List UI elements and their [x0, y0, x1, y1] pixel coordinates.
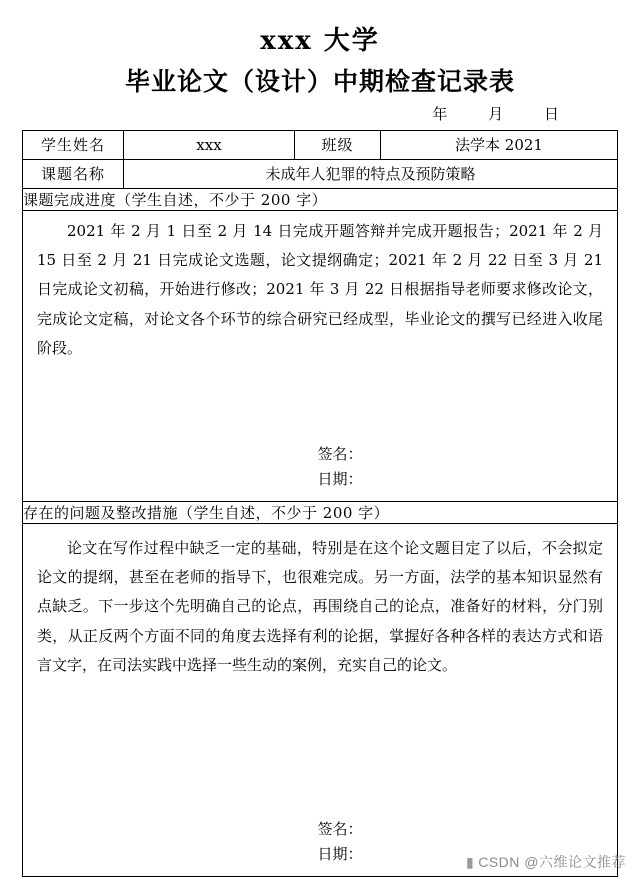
date-year-label: 年: [432, 104, 449, 123]
student-name-value: xxx: [124, 130, 295, 159]
topic-value: 未成年人犯罪的特点及预防策略: [124, 159, 618, 188]
date-month-label: 月: [488, 104, 505, 123]
date-day-label: 日: [543, 104, 560, 123]
progress-section-cell: [23, 210, 618, 501]
record-form-table: [22, 130, 618, 877]
table-row-problems-body: [23, 523, 618, 876]
csdn-logo-icon: ▮: [466, 854, 475, 870]
progress-section-body: 2021 年 2 月 1 日至 2 月 14 日完成开题答辩并完成开题报告；2021 年 2 月 15 日至 2 月 21 日完成论文选题，论文提纲确定；2021 年 2 月 22 日至 3 月 21 日完成论文初稿，开始进行修改；2021 年 3 月 22 日根据指导老师要求修改论文，完成论文定稿，对论文各个环节的综合研究已经成型，毕业论文的撰写已经进入收尾阶段。: [37, 221, 603, 357]
watermark: [466, 852, 626, 872]
problems-section-heading: 存在的问题及整改措施（学生自述，不少于 200 字）: [23, 501, 618, 523]
class-label: 班级: [295, 130, 381, 159]
table-row-topic: [23, 159, 618, 188]
progress-date-label: 日期：: [317, 470, 363, 489]
table-row-problems-heading: [23, 501, 618, 523]
class-value: 法学本 2021: [381, 130, 618, 159]
problems-date-label: 日期：: [317, 845, 363, 864]
student-name-label: 学生姓名: [23, 130, 124, 159]
topic-label: 课题名称: [23, 159, 124, 188]
progress-signature-block: [23, 442, 617, 501]
university-title: xxx 大学: [260, 26, 380, 56]
progress-section-body-wrap: [23, 211, 617, 367]
progress-signature-label: 签名：: [317, 444, 363, 463]
problems-section-body-wrap: [23, 524, 617, 684]
date-line: [22, 103, 618, 124]
problems-section-cell: [23, 523, 618, 876]
watermark-text: CSDN @六维论文推荐: [478, 854, 626, 870]
table-row-student-info: [23, 130, 618, 159]
progress-section-heading: 课题完成进度（学生自述，不少于 200 字）: [23, 188, 618, 210]
table-row-progress-heading: [23, 188, 618, 210]
page-title: 毕业论文（设计）中期检查记录表: [124, 67, 515, 97]
table-row-progress-body: [23, 210, 618, 501]
title-block: [22, 24, 618, 99]
problems-signature-label: 签名：: [317, 819, 363, 838]
problems-section-body: 论文在写作过程中缺乏一定的基础，特别是在这个论文题目定了以后，不会拟定论文的提纲，甚至在老师的指导下，也很难完成。另一方面，法学的基本知识显然有点缺乏。下一步这个先明确自己的论点，再围绕自己的论点，准备好的材料，分门别类，从正反两个方面不同的角度去选择有利的论据，掌握好各种各样的表达方式和语言文字，在司法实践中选择一些生动的案例，充实自己的论文。: [37, 538, 603, 674]
